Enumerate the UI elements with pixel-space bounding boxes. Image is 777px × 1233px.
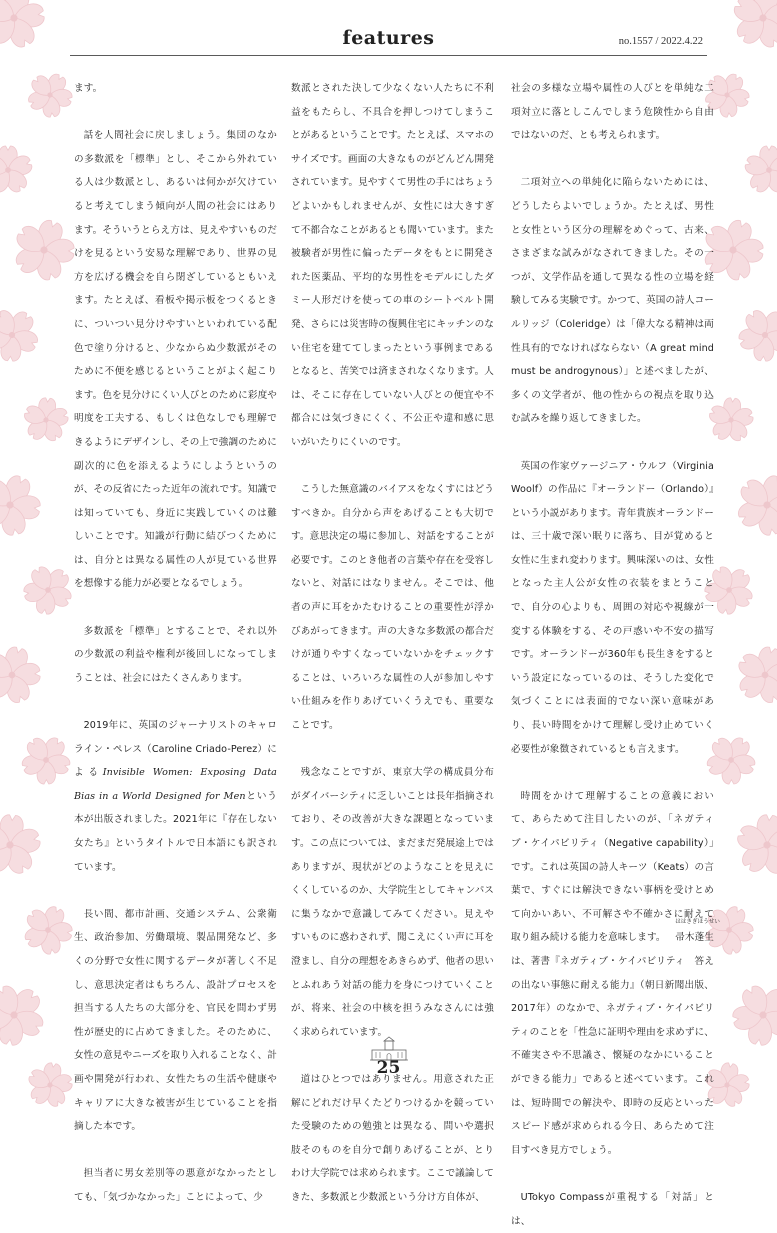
author-name-with-reading bbox=[666, 919, 721, 950]
cherry-blossom-icon bbox=[0, 812, 45, 878]
cherry-blossom-icon bbox=[726, 297, 777, 373]
text-segment: 担当者に男女差別等の悪意がなかったとしても、「気づかなかった」ことによって、少 bbox=[74, 1168, 277, 1203]
header-rule bbox=[70, 55, 707, 56]
text-segment: という本が出版されました。2021年に『存在しない女たち』というタイトルで日本語にも訳されています。 bbox=[74, 790, 277, 873]
text-segment: 数派とされた決して少なくない人たちに不利益をもたらし、不具合を押しつけてしまうことがあるということです。たとえば、スマホのサイズです。画面の大きなものがどんどん開発されています。見やすくて男性の手にはちょうどよいかもしれませんが、女性には大きすぎて不都合なことがあるとも聞いています。また被験者が男性に偏ったデータをもとに開発された医薬品、平均的な男性をモデルにしたダミー人形だけを使っての車のシートベルト開発、さらには災害時の復興住宅にキッチンのない住宅を建ててしまったという事例まであるとなると、苦笑では済まされなくなります。人は、そこに存在していない人びとの便宜や不都合には気づきにくく、不公正や違和感に思いがいたりにくいのです。 bbox=[291, 83, 494, 448]
text-segment: 道はひとつではありません。用意された正解にどれだけ早くたどりつけるかを競っていた受験のための勉強とは異なる、問いや選択肢そのものを自分で創りあげることが、とりわけ大学院では求められます。ここで議論してきた、多数派と少数派という分け方自体が、 bbox=[291, 1073, 494, 1203]
article-paragraph bbox=[291, 761, 494, 1044]
section-title: features bbox=[342, 27, 435, 49]
article-paragraph bbox=[74, 124, 277, 596]
cherry-blossom-icon bbox=[725, 464, 777, 546]
cherry-blossom-icon bbox=[0, 297, 50, 373]
page-number: 25 bbox=[376, 1058, 401, 1078]
cherry-blossom-icon bbox=[729, 640, 777, 711]
article-paragraph bbox=[74, 903, 277, 1139]
text-column-1 bbox=[74, 77, 277, 1203]
author-name: 帚木蓬生 bbox=[675, 932, 714, 944]
article-paragraph bbox=[511, 785, 721, 1163]
article-paragraph bbox=[291, 77, 494, 455]
text-segment: 2019年に、英国のジャーナリストのキャロライン・ペレス（Caroline Criado-Perez）による bbox=[74, 720, 277, 779]
text-segment: 社会の多様な立場や属性の人びとを単純な二項対立に落としこんでしまう危険性から自由ではないのだ、とも考えられます。 bbox=[511, 83, 714, 142]
article-paragraph bbox=[511, 77, 714, 148]
cherry-blossom-icon bbox=[0, 464, 52, 546]
text-segment: 時間をかけて理解することの意義において、あらためて注目したいのが、「ネガティブ・ケイパビリティ（Negative capability）」です。これは英国の詩人キーツ（Keats）の言葉で、すぐには解決できない事柄を受けとめて向かいあい、不可解さや不確かさに耐えて取り組み続ける能力を意味します。 bbox=[511, 790, 714, 944]
text-segment: 英国の作家ヴァージニア・ウルフ（Virginia Woolf）の作品に『オーランドー（Orlando）』という小説があります。青年貴族オーランドーは、三十歳で深い眠りに落ち、目が覚めると女性に生まれ変わります。興味深いのは、女性となった主人公が女性の衣装をまとうことで、自分の心よりも、周囲の対応や視線が一変する体験をする、その戸惑いや不安の描写です。オーランドーが360年も長生きをするという設定になっているのは、そうした変化で気づくことには表面的でない深い意味があり、長い時間をかけて理解し受け止めていく必要性が象徴されているとも言えます。 bbox=[511, 460, 714, 755]
text-segment: 長い間、都市計画、交通システム、公衆衛生、政治参加、労働環境、製品開発など、多くの分野で女性に関するデータが著しく不足し、意思決定者はもちろん、設計プロセスを担当する人たちの大部分を、官民を問わず男性が歴史的に占めてきました。そのために、女性の意見やニーズを取り入れることなく、計画や開発が行われ、女性たちの生活や健康やキャリアに大きな被害が生じていることを指摘した本です。 bbox=[74, 908, 277, 1133]
text-segment: 話を人間社会に戻しましょう。集団のなかの多数派を「標準」とし、そこから外れている人は少数派とし、あるいは何かが欠けていると考えてしまう傾向が人間の社会にはあります。そういうとらえ方は、見えやすいものだけを見るという安易な理解であり、世界の見方を広げる機会を自ら閉ざしているともいえます。たとえば、看板や掲示板をつくるときに、ついつい見分けやすいといわれている配色で塗り分けると、少なからぬ少数派がそのために不便を感じるということがよく起こります。色を見分けにくい人びとのために彩度や明度を工夫する、もしくは色なしでも理解できるようにデザインし、その上で強調のために副次的に色を添えるようにしようというのが、その反省にたった近年の流れです。知識では知っていても、身近に実践していくのは難しいことです。知識が行動に結びつくためには、自分とは異なる属性の人が見ている世界を想像する能力が必要となるでしょう。 bbox=[74, 130, 277, 590]
text-segment: 残念なことですが、東京大学の構成員分布がダイバーシティに乏しいことは長年指摘されており、その改善が大きな課題となっています。この点については、まだまだ発展途上ではありますが、現状がどのようなことを見えにくくしているのか、大学院生としてキャンパスに集うなかで意識してみてください。見えやすいものに惑わされず、聞こえにくい声に耳を澄まし、自分の理想をあきらめず、他者の思いとふれあう対話の能力を身につけていくことが、将来、社会の中核を担うみなさんには強く求められています。 bbox=[291, 767, 494, 1038]
article-paragraph bbox=[74, 1162, 277, 1209]
cherry-blossom-icon bbox=[743, 146, 777, 195]
cherry-blossom-icon bbox=[12, 555, 83, 626]
text-segment: 二項対立への単純化に陥らないためには、どうしたらよいでしょうか。たとえば、男性と女性という区分の理解をめぐって、古来、さまざまな試みがなされてきました。その一つが、文学作品を通して異なる性の立場を経験してみる実験です。かつて、英国の詩人コールリッジ（Coleridge）は「偉大なる精神は両性具有的でなければならない（A great mind must be androgynous）」と述べましたが、多くの文学者が、他の性からの視点を取り込む試みを繰り返してきました。 bbox=[511, 177, 714, 425]
right-blossom-decoration bbox=[707, 0, 777, 1099]
page-footer bbox=[0, 1036, 777, 1078]
article-paragraph bbox=[291, 1068, 494, 1210]
cherry-blossom-icon bbox=[11, 726, 81, 795]
cherry-blossom-icon bbox=[3, 211, 84, 290]
text-segment: ます。 bbox=[74, 83, 103, 94]
article-paragraph bbox=[74, 714, 277, 879]
left-blossom-decoration bbox=[0, 0, 70, 1099]
article-paragraph bbox=[511, 455, 714, 762]
article-paragraph bbox=[291, 478, 494, 738]
text-segment: UTokyo Compassが重視する「対話」とは、 bbox=[511, 1191, 714, 1227]
text-segment: こうした無意識のバイアスをなくすにはどうすべきか。自分から声をあげることも大切です。意思決定の場に参加し、対話をすることが必要です。このとき他者の言葉や存在を受容しないと、対話にはなりません。そこでは、他者の声に耳をかたむけることの重要性が浮かびあがってきます。声の大きな多数派の都合だけが通りやすくなっていないかをチェックすることは、いろいろな属性の人が参加しやすい仕組みを作りあげていくうえでも、重要なことです。 bbox=[291, 484, 494, 732]
cherry-blossom-icon bbox=[0, 640, 48, 711]
article-paragraph bbox=[511, 171, 714, 431]
cherry-blossom-icon bbox=[14, 897, 81, 963]
article-paragraph bbox=[511, 1186, 714, 1233]
furigana-reading: ははきぎほうせい bbox=[675, 919, 721, 926]
cherry-blossom-icon bbox=[18, 64, 81, 126]
article-paragraph bbox=[74, 620, 277, 691]
text-segment: 多数派を「標準」とすることで、それ以外の少数派の利益や権利が後回しになってしまうことは、社会にはたくさんあります。 bbox=[74, 625, 277, 684]
article-paragraph bbox=[74, 77, 277, 101]
cherry-blossom-icon bbox=[0, 146, 34, 195]
cherry-blossom-icon bbox=[21, 396, 72, 445]
text-segment: は、著書『ネガティブ・ケイパビリティ 答えの出ない事態に耐える能力』（朝日新聞出版、2017年）のなかで、ネガティブ・ケイパビリティのことを「性急に証明や理由を求めずに、不確実さや不思議さ、懐疑のなかにいることができる能力」であると述べています。これは、短時間での解決や、即時の反応といったスピード感が求められる今日、あらためて注目すべき見方でしょう。 bbox=[511, 955, 714, 1156]
book-title-italic: Invisible Women: Exposing Data Bias in a World Designed for Men bbox=[74, 767, 277, 802]
text-column-3 bbox=[511, 77, 721, 1227]
cherry-blossom-icon bbox=[732, 812, 777, 878]
issue-number: no.1557 / 2022.4.22 bbox=[618, 36, 703, 47]
